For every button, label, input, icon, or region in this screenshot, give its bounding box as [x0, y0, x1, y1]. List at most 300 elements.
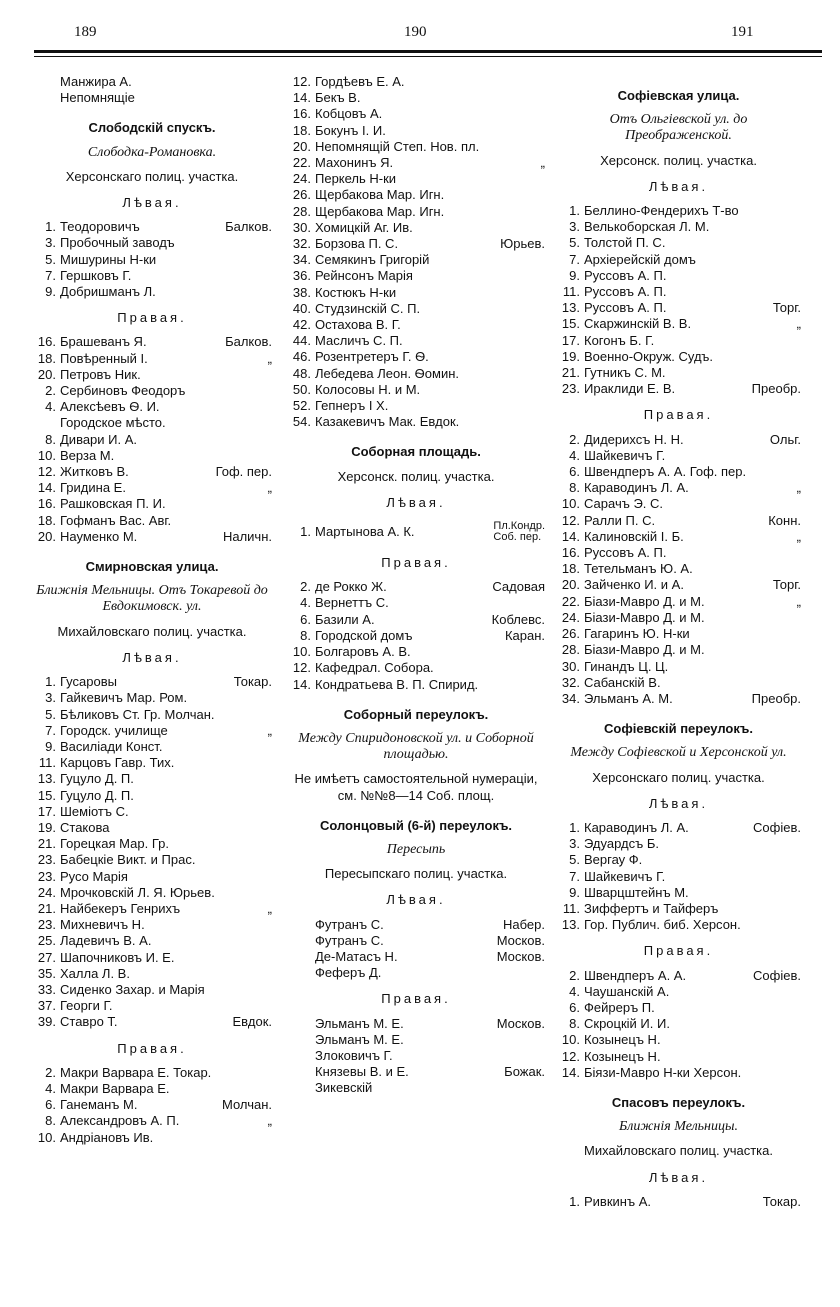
resident-name: Гинандъ Ц. Ц.	[584, 658, 669, 674]
resident-name: Бѣликовъ Ст. Гр. Молчан.	[60, 706, 215, 722]
directory-entry	[32, 219, 272, 235]
house-number: 20.	[292, 138, 311, 154]
house-number: 20.	[561, 577, 580, 593]
cross-street	[795, 252, 801, 268]
resident-name: Бокунъ І. И.	[315, 122, 386, 138]
cross-street	[539, 414, 545, 430]
house-number: 16.	[292, 106, 311, 122]
directory-entry	[32, 1097, 272, 1113]
directory-entry	[287, 1016, 545, 1032]
house-number: 16.	[37, 496, 56, 512]
cross-street	[539, 677, 545, 693]
directory-entry	[32, 707, 272, 723]
house-number: 1.	[45, 219, 56, 235]
house-number: 15.	[37, 787, 56, 803]
directory-entry	[556, 1032, 801, 1048]
house-number: 36.	[292, 268, 311, 284]
house-number: 4.	[300, 595, 311, 611]
directory-entry	[287, 519, 545, 545]
cross-street	[539, 106, 545, 122]
cross-street	[539, 398, 545, 414]
house-number: 6.	[300, 611, 311, 627]
directory-entry	[287, 90, 545, 106]
street-subtitle: Отъ Ольгіевской ул. до Преображенской.	[609, 112, 748, 144]
resident-name: Гершковъ Г.	[60, 267, 132, 283]
directory-entry	[556, 333, 801, 349]
house-number: 13.	[37, 771, 56, 787]
resident-name: де Рокко Ж.	[315, 579, 387, 595]
directory-entry	[287, 187, 545, 203]
directory-entry	[32, 1130, 272, 1146]
house-number	[287, 949, 311, 965]
directory-entry	[32, 334, 272, 350]
cross-street	[795, 1049, 801, 1065]
resident-name: Ладевичъ В. А.	[60, 933, 152, 949]
cross-street	[539, 301, 545, 317]
resident-name: Горецкая Мар. Гр.	[60, 836, 169, 852]
resident-name: Шварцштейнъ М.	[584, 884, 689, 900]
cross-street: „	[267, 1113, 272, 1129]
resident-name: Борзова П. С.	[315, 236, 399, 252]
house-number: 18.	[292, 122, 311, 138]
cross-street	[539, 595, 545, 611]
cross-street	[266, 966, 272, 982]
directory-entry	[287, 106, 545, 122]
cross-street: Каран.	[504, 627, 545, 643]
directory-entry	[32, 788, 272, 804]
directory-entry	[32, 982, 272, 998]
resident-name: Шайкевичъ Г.	[584, 868, 666, 884]
directory-entry	[32, 268, 272, 284]
resident-name: Непомнящій Степ. Нов. пл.	[315, 138, 480, 154]
resident-name: Сарачъ Э. С.	[584, 496, 664, 512]
cross-street: Коблевс.	[491, 611, 545, 627]
resident-name: Остахова В. Г.	[315, 317, 401, 333]
cross-street	[266, 1130, 272, 1146]
resident-name: Швендперъ А. А.	[584, 967, 687, 983]
house-number: 12.	[292, 660, 311, 676]
house-number: 7.	[45, 722, 56, 738]
resident-name: Болгаровъ А. В.	[315, 644, 411, 660]
directory-entry	[287, 220, 545, 236]
directory-entry	[287, 677, 545, 693]
cross-street	[795, 852, 801, 868]
cross-street	[266, 788, 272, 804]
directory-entry	[556, 252, 801, 268]
house-number: 54.	[292, 414, 311, 430]
resident-name: Георги Г.	[60, 998, 113, 1014]
cross-street	[266, 917, 272, 933]
cross-street	[539, 123, 545, 139]
cross-street	[266, 836, 272, 852]
cross-street	[266, 383, 272, 399]
resident-name: Манжира А.	[60, 74, 132, 89]
directory-entry	[287, 1080, 545, 1096]
house-number: 10.	[37, 1129, 56, 1145]
cross-street	[795, 284, 801, 300]
resident-name: Мрочковскій Л. Я. Юрьев.	[60, 884, 215, 900]
directory-entry	[556, 561, 801, 577]
cross-street: Софіев.	[753, 819, 801, 835]
directory-entry	[287, 382, 545, 398]
directory-entry	[287, 933, 545, 949]
house-number	[287, 1080, 311, 1096]
street-subtitle: Пересыпь	[386, 841, 446, 857]
resident-name: Гайкевичъ Мар. Ром.	[60, 690, 188, 706]
cross-street	[795, 365, 801, 381]
resident-name: Козынецъ Н.	[584, 1048, 661, 1064]
street-side-label: Правая.	[117, 1040, 187, 1056]
house-number: 2.	[300, 579, 311, 595]
street-subtitle: Ближнія Мельницы.	[619, 1119, 738, 1135]
house-number: 4.	[45, 1080, 56, 1096]
directory-entry	[556, 529, 801, 545]
street-subtitle: Слободка-Романовка.	[87, 144, 217, 160]
directory-entry	[556, 968, 801, 984]
cross-street: Наличн.	[222, 528, 272, 544]
house-number: 6.	[45, 1097, 56, 1113]
resident-name: Чаушанскій А.	[584, 983, 670, 999]
directory-entry	[556, 901, 801, 917]
cross-street: „	[540, 155, 545, 171]
house-number	[32, 415, 56, 431]
cross-street	[539, 1048, 545, 1064]
directory-entry	[32, 351, 272, 367]
house-number: 14.	[561, 528, 580, 544]
directory-entry	[287, 917, 545, 933]
directory-entry	[287, 171, 545, 187]
house-number: 30.	[292, 219, 311, 235]
directory-entry	[556, 432, 801, 448]
cross-street	[539, 660, 545, 676]
directory-entry	[32, 820, 272, 836]
directory-entry	[556, 203, 801, 219]
resident-name: Макри Варвара Е. Токар.	[60, 1064, 212, 1080]
cross-street	[266, 820, 272, 836]
directory-entry	[32, 367, 272, 383]
cross-street	[266, 513, 272, 529]
cross-street	[266, 496, 272, 512]
resident-name: Костюкъ Н-ки	[315, 284, 397, 300]
directory-entry	[287, 1032, 545, 1048]
house-number: 14.	[561, 1064, 580, 1080]
resident-name: Лебедева Леон. Ѳомин.	[315, 365, 460, 381]
house-number: 27.	[37, 949, 56, 965]
directory-entry	[32, 513, 272, 529]
directory-entry	[556, 545, 801, 561]
resident-name: Вернеттъ С.	[315, 595, 389, 611]
cross-street	[266, 399, 272, 415]
cross-street	[539, 285, 545, 301]
cross-street	[539, 317, 545, 333]
resident-name: Эдуардсъ Б.	[584, 836, 659, 852]
resident-name: Пробочный заводъ	[60, 235, 175, 251]
resident-name: Русо Марія	[60, 868, 128, 884]
header-rule	[34, 50, 822, 53]
cross-street-line: Соб. пер.	[493, 531, 542, 544]
directory-entry	[556, 448, 801, 464]
house-number: 14.	[292, 676, 311, 692]
cross-street	[795, 333, 801, 349]
directory-entry	[287, 333, 545, 349]
house-number: 14.	[292, 90, 311, 106]
directory-entry	[287, 204, 545, 220]
directory-entry	[556, 1000, 801, 1016]
resident-name: Ривкинъ А.	[584, 1193, 651, 1209]
house-number: 20.	[37, 366, 56, 382]
police-district: Херсонскаго полиц. участка.	[592, 769, 765, 785]
resident-name: Андріановъ Ив.	[60, 1129, 154, 1145]
cross-street	[795, 869, 801, 885]
street-side-label: Лѣвая.	[122, 649, 182, 665]
house-number: 17.	[37, 803, 56, 819]
street-side-label: Лѣвая.	[386, 892, 446, 908]
house-number: 46.	[292, 349, 311, 365]
street-side-label: Лѣвая.	[648, 795, 709, 811]
house-number: 34.	[292, 252, 311, 268]
directory-entry	[32, 674, 272, 690]
directory-entry	[556, 268, 801, 284]
resident-name: Руссовъ А. П.	[584, 267, 667, 283]
directory-entry	[32, 284, 272, 300]
cross-street	[487, 521, 545, 543]
resident-name: Повѣренный І.	[60, 350, 148, 366]
house-number: 23.	[37, 852, 56, 868]
resident-name: Розентретеръ Г. Ѳ.	[315, 349, 429, 365]
house-number: 1.	[569, 1193, 580, 1209]
cross-street	[266, 252, 272, 268]
resident-name: Гепнеръ І Х.	[315, 398, 389, 414]
cross-street: Преобр.	[751, 690, 801, 706]
cross-street: Молчан.	[221, 1097, 272, 1113]
directory-entry	[32, 836, 272, 852]
street-subtitle: Ближнія Мельницы. Отъ Токаревой до Евдокимовск. ул.	[36, 583, 268, 615]
cross-street	[795, 642, 801, 658]
cross-street	[539, 333, 545, 349]
house-number: 28.	[292, 203, 311, 219]
directory-entry	[287, 236, 545, 252]
house-number: 32.	[561, 674, 580, 690]
house-number: 21.	[37, 836, 56, 852]
resident-name: Михневичъ Н.	[60, 917, 145, 933]
house-number: 38.	[292, 284, 311, 300]
resident-name: Колосовы Н. и М.	[315, 381, 421, 397]
cross-street	[539, 268, 545, 284]
street-side-label: Правая.	[381, 555, 451, 571]
directory-entry	[32, 1081, 272, 1097]
cross-street	[795, 885, 801, 901]
house-number: 28.	[561, 642, 580, 658]
house-number: 8.	[569, 1016, 580, 1032]
directory-entry	[32, 723, 272, 739]
house-number: 21.	[561, 365, 580, 381]
resident-name: Ганеманъ М.	[60, 1097, 138, 1113]
directory-entry	[556, 852, 801, 868]
directory-entry	[556, 836, 801, 852]
cross-street	[266, 367, 272, 383]
house-number: 8.	[45, 431, 56, 447]
directory-entry	[556, 869, 801, 885]
resident-name: Злоковичъ Г.	[315, 1047, 393, 1063]
house-number: 32.	[292, 236, 311, 252]
cross-street: „	[796, 593, 801, 609]
directory-entry	[556, 691, 801, 707]
directory-entry	[32, 739, 272, 755]
house-number: 3.	[569, 836, 580, 852]
resident-name: Рашковская П. И.	[60, 496, 166, 512]
house-number	[287, 965, 311, 981]
resident-name: Мартынова А. К.	[315, 523, 415, 539]
directory-entry	[556, 1065, 801, 1081]
resident-name: Бекъ В.	[315, 90, 361, 106]
resident-name: Теодоровичъ	[60, 219, 140, 235]
directory-entry	[556, 610, 801, 626]
resident-name: Сиденко Захар. и Марія	[60, 981, 205, 997]
directory-entry	[287, 349, 545, 365]
directory-entry	[556, 219, 801, 235]
house-number: 30.	[561, 658, 580, 674]
resident-name: Петровъ Ник.	[60, 366, 141, 382]
house-number: 5.	[569, 852, 580, 868]
directory-entry	[556, 594, 801, 610]
resident-name: Когонъ Б. Г.	[584, 332, 655, 348]
cross-street	[795, 1065, 801, 1081]
resident-name: Масличъ С. П.	[315, 333, 403, 349]
resident-name: Рейнсонъ Марія	[315, 268, 413, 284]
cross-street: Набер.	[503, 916, 545, 932]
directory-entry	[287, 579, 545, 595]
cross-street	[266, 268, 272, 284]
directory-entry	[32, 950, 272, 966]
cross-street	[266, 804, 272, 820]
resident-name: Шеміотъ С.	[60, 803, 129, 819]
resident-name: Городское мѣсто.	[60, 415, 166, 431]
directory-entry	[32, 74, 272, 90]
directory-entry	[556, 381, 801, 397]
resident-name: Александровъ А. П.	[60, 1113, 180, 1129]
cross-street	[539, 382, 545, 398]
numbering-note: Не имѣетъ самостоятельной нумераціи, см. №№8—14 Соб. площ.	[294, 771, 538, 803]
house-number: 16.	[561, 545, 580, 561]
cross-street	[795, 917, 801, 933]
directory-entry	[556, 675, 801, 691]
house-number	[287, 917, 311, 933]
cross-street	[795, 626, 801, 642]
house-number	[287, 1032, 311, 1048]
cross-street	[539, 1080, 545, 1096]
directory-entry	[32, 399, 272, 415]
cross-street: „	[796, 528, 801, 544]
cross-street: „	[267, 900, 272, 916]
resident-name: Де-Матасъ Н.	[315, 948, 398, 964]
directory-entry	[32, 966, 272, 982]
cross-street	[795, 610, 801, 626]
directory-entry	[287, 301, 545, 317]
column-right	[556, 74, 801, 1210]
house-number: 5.	[45, 251, 56, 267]
cross-street: Преобр.	[751, 381, 801, 397]
cross-street	[795, 836, 801, 852]
column-middle	[287, 74, 545, 1097]
resident-name: Непомнящіе	[60, 90, 135, 106]
cross-street	[795, 464, 801, 480]
directory-entry	[556, 659, 801, 675]
street-heading: Солонцовый (6-й) переулокъ.	[319, 817, 513, 833]
resident-name: Кафедрал. Собора.	[315, 660, 434, 676]
cross-street	[266, 755, 272, 771]
house-number: 2.	[569, 431, 580, 447]
street-heading: Соборный переулокъ.	[343, 706, 489, 722]
resident-name: Гордѣевъ Е. А.	[315, 74, 405, 89]
directory-entry	[287, 366, 545, 382]
cross-street	[539, 171, 545, 187]
cross-street: Токар.	[233, 674, 272, 690]
resident-name: Скроцкій И. И.	[584, 1016, 670, 1032]
resident-name: Толстой П. С.	[584, 235, 666, 251]
house-number: 8.	[569, 480, 580, 496]
cross-street	[266, 1081, 272, 1097]
cross-street	[539, 90, 545, 106]
cross-street	[266, 415, 272, 431]
street-subtitle: Между Софіевской и Херсонской ул.	[570, 745, 787, 761]
directory-entry	[287, 268, 545, 284]
resident-name: Науменко М.	[60, 528, 138, 544]
cross-street	[795, 561, 801, 577]
cross-street	[539, 252, 545, 268]
police-district: Херсонск. полиц. участка.	[337, 468, 495, 484]
resident-name: Найбекеръ Генрихъ	[60, 900, 181, 916]
cross-street	[795, 659, 801, 675]
resident-name: Біази-Мавро Д. и М.	[584, 609, 705, 625]
resident-name: Василіади Конст.	[60, 738, 163, 754]
street-side-label: Лѣвая.	[648, 1169, 709, 1185]
house-number: 4.	[569, 983, 580, 999]
cross-street: „	[796, 480, 801, 496]
resident-name: Дидерихсъ Н. Н.	[584, 431, 684, 447]
directory-entry	[32, 869, 272, 885]
directory-entry	[287, 317, 545, 333]
directory-entry	[556, 626, 801, 642]
street-side-label: Правая.	[643, 407, 714, 423]
street-subtitle: Между Спиридоновской ул. и Соборной площадью.	[298, 730, 534, 763]
directory-entry	[32, 252, 272, 268]
house-number	[287, 1048, 311, 1064]
cross-street: Ольг.	[769, 431, 801, 447]
directory-entry	[556, 1049, 801, 1065]
house-number: 1.	[45, 674, 56, 690]
cross-street	[266, 885, 272, 901]
resident-name: Ралли П. С.	[584, 512, 656, 528]
directory-entry	[32, 755, 272, 771]
directory-entry	[32, 1113, 272, 1129]
street-heading: Слободскій спускъ.	[88, 120, 216, 136]
cross-street: Москов.	[496, 948, 545, 964]
house-number: 37.	[37, 998, 56, 1014]
resident-name: Гор. Публич. биб. Херсон.	[584, 917, 741, 933]
resident-name: Городской домъ	[315, 627, 413, 643]
cross-street: Торг.	[772, 577, 801, 593]
house-number: 1.	[300, 523, 311, 539]
house-number: 18.	[37, 512, 56, 528]
cross-street	[795, 545, 801, 561]
directory-entry	[287, 612, 545, 628]
resident-name: Мишурины Н-ки	[60, 251, 157, 267]
street-side-label: Правая.	[117, 310, 187, 326]
cross-street: Гоф. пер.	[215, 464, 272, 480]
house-number: 52.	[292, 398, 311, 414]
cross-street	[266, 998, 272, 1014]
resident-name: Гусаровы	[60, 674, 117, 690]
